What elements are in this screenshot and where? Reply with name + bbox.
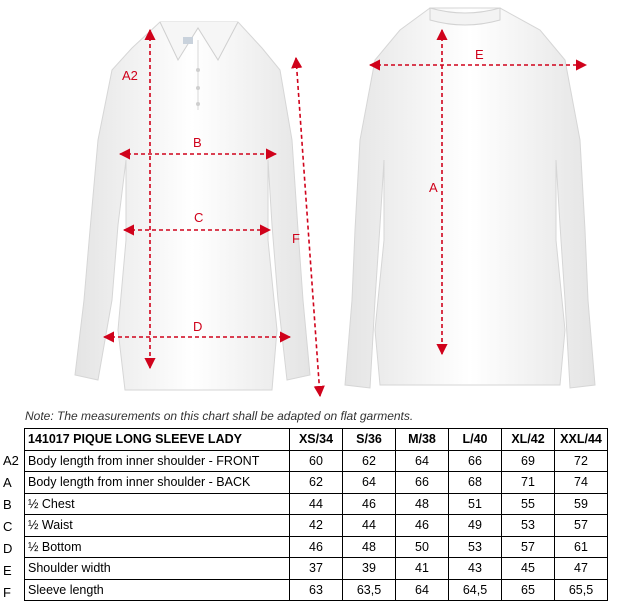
cell-value: 72	[555, 450, 608, 472]
cell-value: 47	[555, 558, 608, 580]
cell-value: 55	[502, 493, 555, 515]
cell-value: 62	[290, 472, 343, 494]
cell-value: 48	[343, 536, 396, 558]
cell-value: 43	[449, 558, 502, 580]
cell-value: 50	[396, 536, 449, 558]
cell-value: 45	[502, 558, 555, 580]
label-c: C	[194, 210, 204, 225]
cell-value: 44	[290, 493, 343, 515]
cell-value: 44	[343, 515, 396, 537]
row-label: ½ Bottom	[25, 536, 290, 558]
row-label: ½ Waist	[25, 515, 290, 537]
cell-value: 65,5	[555, 579, 608, 601]
size-chart-table	[24, 428, 608, 601]
size-header: XXL/44	[555, 429, 608, 451]
row-key: C	[3, 519, 13, 534]
cell-value: 64,5	[449, 579, 502, 601]
cell-value: 63,5	[343, 579, 396, 601]
cell-value: 74	[555, 472, 608, 494]
cell-value: 63	[290, 579, 343, 601]
cell-value: 46	[343, 493, 396, 515]
cell-value: 69	[502, 450, 555, 472]
cell-value: 64	[396, 450, 449, 472]
cell-value: 64	[396, 579, 449, 601]
label-a2: A2	[122, 68, 138, 83]
cell-value: 39	[343, 558, 396, 580]
label-e: E	[475, 47, 484, 62]
size-header: M/38	[396, 429, 449, 451]
table-row	[25, 472, 608, 494]
cell-value: 64	[343, 472, 396, 494]
cell-value: 51	[449, 493, 502, 515]
table-row	[25, 558, 608, 580]
row-key: E	[3, 563, 12, 578]
cell-value: 48	[396, 493, 449, 515]
label-f: F	[292, 231, 300, 246]
table-row	[25, 515, 608, 537]
cell-value: 46	[290, 536, 343, 558]
label-b: B	[193, 135, 202, 150]
cell-value: 66	[396, 472, 449, 494]
cell-value: 71	[502, 472, 555, 494]
table-row	[25, 579, 608, 601]
measurement-note: Note: The measurements on this chart shall be adapted on flat garments.	[25, 409, 414, 423]
table-row	[25, 493, 608, 515]
size-header: S/36	[343, 429, 396, 451]
row-label: Body length from inner shoulder - BACK	[25, 472, 290, 494]
cell-value: 61	[555, 536, 608, 558]
cell-value: 68	[449, 472, 502, 494]
size-header: L/40	[449, 429, 502, 451]
table-header-row	[25, 429, 608, 451]
label-a: A	[429, 180, 438, 195]
cell-value: 59	[555, 493, 608, 515]
cell-value: 57	[555, 515, 608, 537]
front-polo-shirt	[75, 22, 310, 390]
row-key: A	[3, 475, 12, 490]
cell-value: 37	[290, 558, 343, 580]
cell-value: 53	[449, 536, 502, 558]
label-d: D	[193, 319, 203, 334]
row-key: A2	[3, 453, 19, 468]
row-key: D	[3, 541, 13, 556]
cell-value: 66	[449, 450, 502, 472]
cell-value: 41	[396, 558, 449, 580]
row-keys	[3, 450, 19, 604]
cell-value: 42	[290, 515, 343, 537]
row-key: B	[3, 497, 12, 512]
row-label: Shoulder width	[25, 558, 290, 580]
size-header: XS/34	[290, 429, 343, 451]
row-label: Body length from inner shoulder - FRONT	[25, 450, 290, 472]
table-title: 141017 PIQUE LONG SLEEVE LADY	[25, 429, 290, 451]
table-row	[25, 450, 608, 472]
table-row	[25, 536, 608, 558]
cell-value: 62	[343, 450, 396, 472]
cell-value: 57	[502, 536, 555, 558]
cell-value: 46	[396, 515, 449, 537]
row-key: F	[3, 585, 11, 600]
cell-value: 60	[290, 450, 343, 472]
row-label: Sleeve length	[25, 579, 290, 601]
row-label: ½ Chest	[25, 493, 290, 515]
cell-value: 49	[449, 515, 502, 537]
size-header: XL/42	[502, 429, 555, 451]
cell-value: 53	[502, 515, 555, 537]
cell-value: 65	[502, 579, 555, 601]
